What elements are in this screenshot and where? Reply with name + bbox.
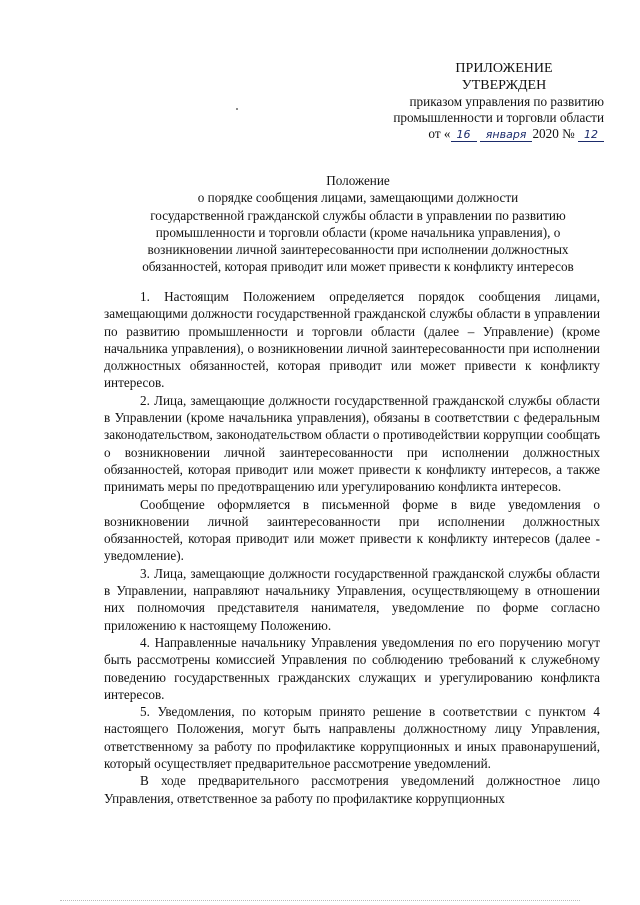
document-body bbox=[104, 288, 600, 807]
paragraph-2: 2. Лица, замещающие должности государственной гражданской службы области в Управлении (кроме начальника управления), обязаны в соответствии с федеральным законодательством, законодательством области о противодействии коррупции сообщать о возникновении личной заинтересованности при исполнении должностных обязанностей, которая приводит или может привести к конфликту интересов, а также принимать меры по предотвращению или урегулированию конфликта интересов. bbox=[104, 392, 600, 495]
handwritten-day: 16 bbox=[451, 129, 477, 142]
order-line-2: промышленности и торговли области bbox=[393, 110, 604, 125]
order-date-line bbox=[354, 126, 604, 142]
title-line-4: возникновении личной заинтересованности при исполнении должностных bbox=[147, 242, 569, 258]
paragraph-6: В ходе предварительного рассмотрения уведомлений должностное лицо Управления, ответственное за работу по профилактике коррупционных bbox=[104, 773, 600, 806]
title-heading: Положение bbox=[326, 173, 390, 188]
title-line-5: обязанностей, которая приводит или может привести к конфликту интересов bbox=[142, 259, 574, 275]
paragraph-5: 5. Уведомления, по которым принято решение в соответствии с пунктом 4 настоящего Положения, могут быть направлены должностному лицу Управления, ответственному за работу по профилактике коррупционных и иных правонарушений, который осуществляет предварительное рассмотрение уведомлений. bbox=[104, 704, 600, 772]
handwritten-month: января bbox=[480, 129, 533, 142]
paragraph-2-continued: Сообщение оформляется в письменной форме в виде уведомления о возникновении личной заинтересованности при исполнении должностных обязанностей, которая приводит или может привести к конфликту интересов (далее - уведомление). bbox=[104, 496, 600, 564]
date-year: 2020 № bbox=[532, 126, 575, 141]
scan-speck bbox=[236, 108, 238, 110]
document-title bbox=[108, 172, 608, 276]
paragraph-1: 1. Настоящим Положением определяется порядок сообщения лицами, замещающими должности государственной гражданской службы области в управлении по развитию промышленности и торговли области (далее – Управление) (кроме начальника управления), о возникновении личной заинтересованности при исполнении должностных обязанностей, которая приводит или может привести к конфликту интересов. bbox=[104, 289, 600, 391]
order-line-1: приказом управления по развитию bbox=[409, 94, 604, 109]
scan-bottom-edge bbox=[60, 899, 580, 901]
title-line-2: государственной гражданской службы области в управлении по развитию bbox=[150, 207, 566, 223]
paragraph-4: 4. Направленные начальнику Управления уведомления по его поручению могут быть рассмотрены комиссией Управления по соблюдению требований к служебному поведению государственных гражданских служащих и урегулированию конфликта интересов. bbox=[104, 634, 600, 702]
title-line-1: о порядке сообщения лицами, замещающими должности bbox=[197, 190, 519, 206]
date-prefix: от « bbox=[428, 126, 451, 141]
paragraph-3: 3. Лица, замещающие должности государственной гражданской службы области в Управлении, направляют начальнику Управления, осуществляющему в отношении них полномочия представителя нанимателя, уведомление по форме согласно приложению к настоящему Положению. bbox=[104, 565, 600, 633]
approved-label: УТВЕРЖДЕН bbox=[461, 78, 547, 93]
handwritten-order-number: 12 bbox=[578, 129, 604, 142]
approval-stamp-block bbox=[354, 60, 604, 142]
title-line-3: промышленности и торговли области (кроме начальника управления), о bbox=[155, 224, 561, 240]
appendix-label: ПРИЛОЖЕНИЕ bbox=[455, 61, 553, 76]
